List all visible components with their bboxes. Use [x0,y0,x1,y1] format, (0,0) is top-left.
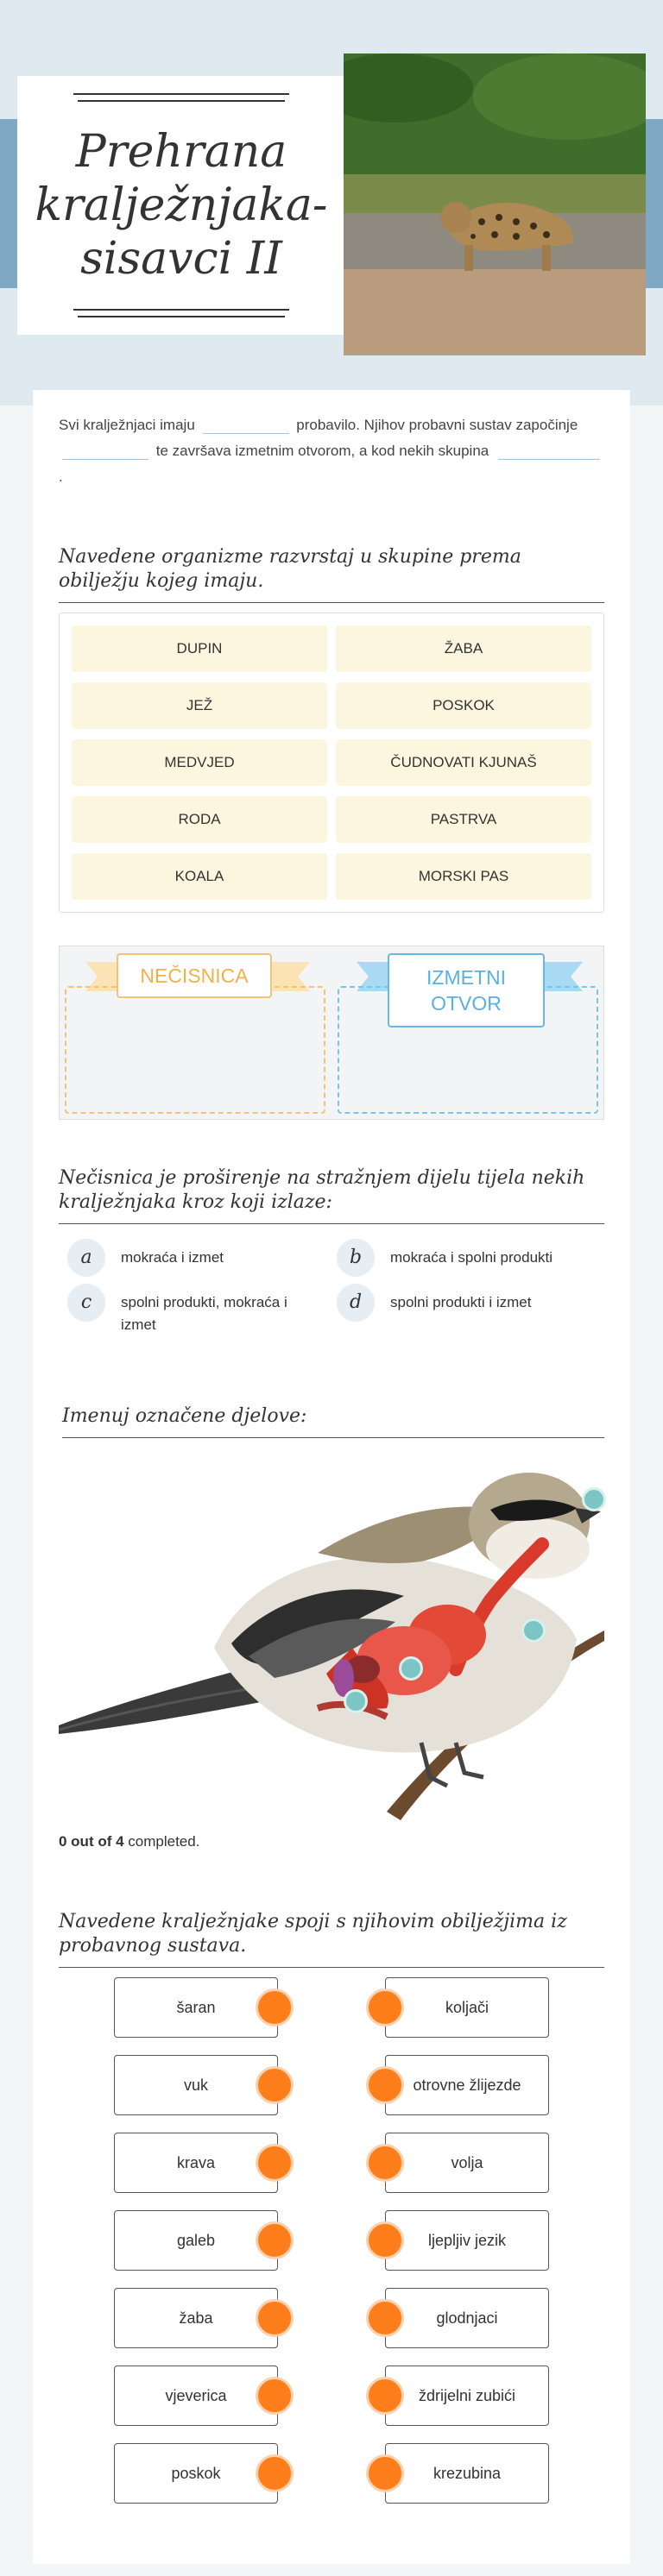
match-right-item[interactable]: ljepljiv jezik [385,2210,549,2271]
sort-item[interactable]: ŽABA [336,625,591,672]
bird-digestive-illustration [59,1449,604,1829]
match-left-item[interactable]: krava [114,2133,278,2193]
mc-option-a[interactable] [67,1239,326,1277]
sort-item[interactable]: PASTRVA [336,796,591,843]
match-right-item[interactable]: glodnjaci [385,2288,549,2348]
sort-item[interactable]: RODA [72,796,327,843]
match-left-item[interactable]: vjeverica [114,2366,278,2426]
bird-diagram [59,1449,604,1829]
match-right-item[interactable]: ždrijelni zubići [385,2366,549,2426]
title-rule [73,309,289,311]
sorting-items-area [59,613,604,913]
worksheet-card [33,390,630,2564]
match-left-item[interactable]: šaran [114,1977,278,2038]
match-right-item[interactable]: volja [385,2133,549,2193]
match-left-item[interactable]: žaba [114,2288,278,2348]
match-connector-right[interactable] [366,2454,404,2492]
match-right-item[interactable]: krezubina [385,2443,549,2504]
sort-item[interactable]: ČUDNOVATI KJUNAŠ [336,739,591,786]
match-connector-left[interactable] [256,1989,294,2026]
sort-item[interactable]: DUPIN [72,625,327,672]
fill-blank-text: Svi kralježnjaci imaju probavilo. Njihov probavni sustav započinje te završava izmetnim otvorom, a kod nekih skupina . [59,412,611,490]
title-rule [73,93,289,95]
title-rule [78,316,285,317]
sort-item[interactable]: POSKOK [336,682,591,729]
match-connector-right[interactable] [366,2144,404,2182]
match-connector-left[interactable] [256,2221,294,2259]
mc-option-text: spolni produkti, mokraća i izmet [121,1294,287,1333]
blank-input-1[interactable] [203,418,289,434]
mc-letter: c [67,1284,105,1322]
sort-item[interactable]: KOALA [72,853,327,900]
match-right-item[interactable]: koljači [385,1977,549,2038]
blank-input-3[interactable] [498,444,600,460]
label-hotspot-4[interactable] [344,1689,368,1713]
bin-label-necisnica: NEČISNICA [117,953,272,998]
sorting-bins [59,946,604,1120]
jaguar-photo-illustration [344,53,646,355]
match-connector-right[interactable] [366,2377,404,2415]
header-photo [344,53,646,355]
labeling-question: Imenuj označene djelove: [62,1404,604,1438]
title-rule [78,100,285,102]
match-connector-right[interactable] [366,2221,404,2259]
sort-item[interactable]: MEDVJED [72,739,327,786]
sorting-question: Navedene organizme razvrstaj u skupine prema obilježju kojeg imaju. [59,545,604,603]
title-card [17,76,345,335]
mc-option-text: spolni produkti i izmet [390,1294,532,1310]
match-connector-left[interactable] [256,2144,294,2182]
match-connector-left[interactable] [256,2377,294,2415]
labeling-progress: 0 out of 4 completed. [59,1833,200,1850]
title-line-3: sisavci II [80,233,282,285]
page-title [35,125,328,286]
match-connector-left[interactable] [256,2299,294,2337]
match-connector-right[interactable] [366,1989,404,2026]
sort-item[interactable]: JEŽ [72,682,327,729]
title-line-1: Prehrana [75,126,287,178]
mc-letter: d [337,1284,375,1322]
sort-item[interactable]: MORSKI PAS [336,853,591,900]
label-hotspot-1[interactable] [582,1487,606,1511]
match-connector-left[interactable] [256,2066,294,2104]
matching-question: Navedene kralježnjake spoji s njihovim obilježjima iz probavnog sustava. [59,1910,604,1968]
match-connector-right[interactable] [366,2299,404,2337]
match-right-item[interactable]: otrovne žlijezde [385,2055,549,2115]
match-connector-right[interactable] [366,2066,404,2104]
mc-option-text: mokraća i spolni produkti [390,1249,553,1266]
title-line-2: kralježnjaka- [35,179,328,231]
mc-question: Nečisnica je proširenje na stražnjem dijelu tijela nekih kralježnjaka kroz koji izlaze: [59,1166,604,1224]
mc-option-c[interactable] [67,1284,326,1336]
mc-option-d[interactable] [337,1284,613,1322]
bin-label-izmetni-otvor: IZMETNI OTVOR [388,953,545,1027]
mc-option-b[interactable] [337,1239,613,1277]
mc-letter: b [337,1239,375,1277]
mc-option-text: mokraća i izmet [121,1249,224,1266]
match-connector-left[interactable] [256,2454,294,2492]
blank-input-2[interactable] [62,444,148,460]
match-left-item[interactable]: poskok [114,2443,278,2504]
match-left-item[interactable]: vuk [114,2055,278,2115]
label-hotspot-2[interactable] [521,1618,546,1643]
match-left-item[interactable]: galeb [114,2210,278,2271]
label-hotspot-3[interactable] [399,1656,423,1681]
mc-letter: a [67,1239,105,1277]
bin-drop-necisnica[interactable] [65,986,325,1114]
